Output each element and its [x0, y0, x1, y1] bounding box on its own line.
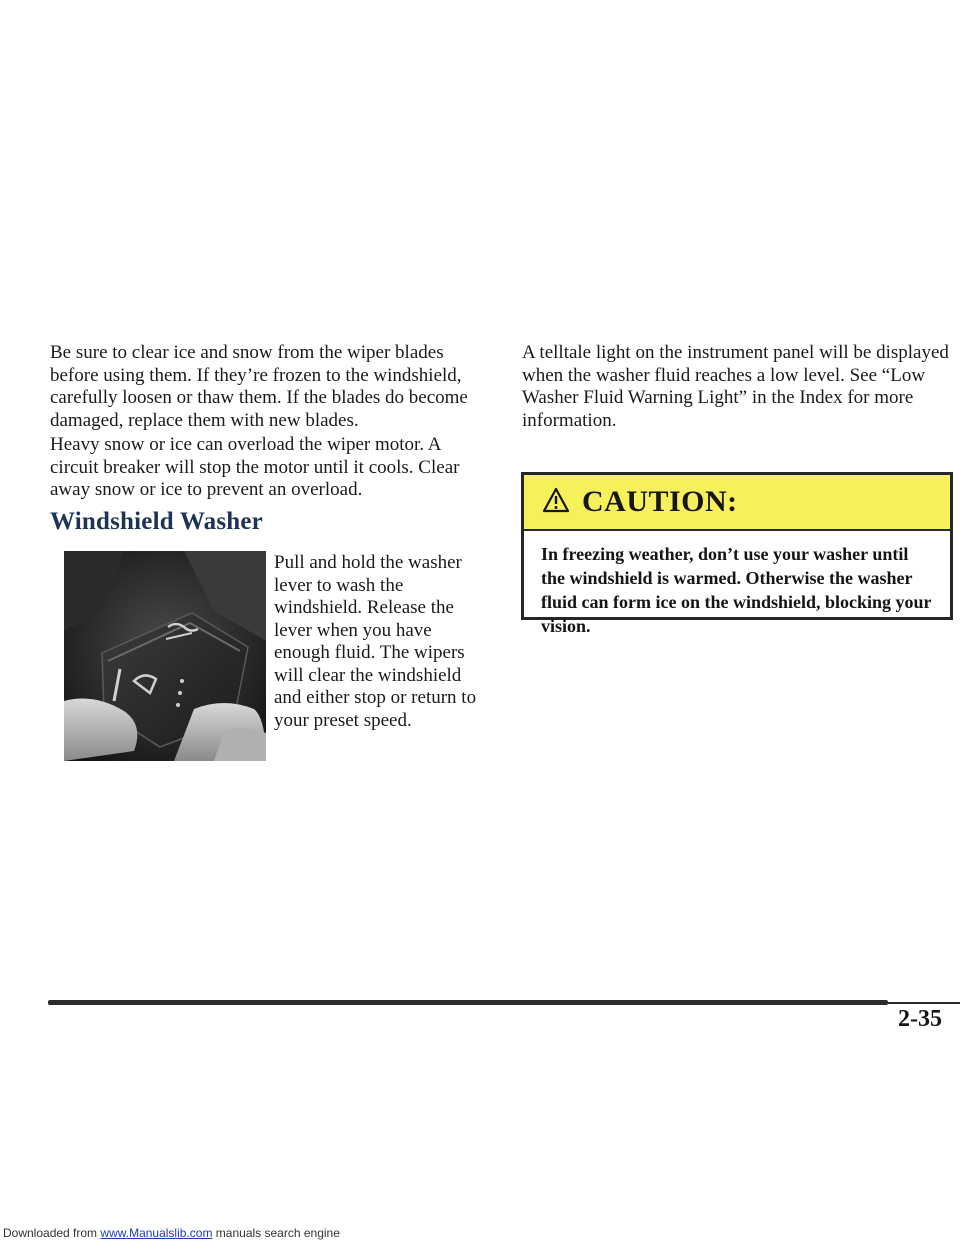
caution-box: [521, 472, 953, 636]
manualslib-link[interactable]: www.Manualslib.com: [100, 1226, 213, 1240]
footer-rule-thin: [888, 1002, 960, 1004]
footer-prefix: Downloaded from: [3, 1226, 98, 1240]
section-heading: Windshield Washer: [50, 508, 263, 535]
caution-label: CAUTION:: [582, 485, 738, 518]
download-footer: [3, 1226, 340, 1240]
caution-header: [524, 475, 950, 531]
washer-lever-photo: [64, 551, 266, 761]
warning-triangle-icon: [542, 487, 570, 518]
paragraph-telltale: A telltale light on the instrument panel will be displayed when the washer fluid reaches a low level. See “Low Washer Fluid Warning Light” in the Index for more information.: [522, 342, 949, 431]
footer-rule: [48, 1000, 888, 1005]
page-number: 2-35: [898, 1006, 942, 1032]
paragraph-overload: Heavy snow or ice can overload the wiper motor. A circuit breaker will stop the motor until it cools. Clear away snow or ice to prevent an overload.: [50, 434, 460, 500]
paragraph-washer-instructions: Pull and hold the washer lever to wash the windshield. Release the lever when you have enough fluid. The wipers will clear the windshield and either stop or return to your preset speed.: [274, 552, 477, 731]
paragraph-clear-ice: Be sure to clear ice and snow from the wiper blades before using them. If they’re frozen to the windshield, carefully loosen or thaw them. If the blades do become damaged, replace them with new blades.: [50, 342, 468, 431]
footer-suffix: manuals search engine: [215, 1226, 340, 1240]
caution-text: In freezing weather, don’t use your washer until the windshield is warmed. Otherwise the washer fluid can form ice on the windshield, blocking your vision.: [541, 544, 932, 636]
